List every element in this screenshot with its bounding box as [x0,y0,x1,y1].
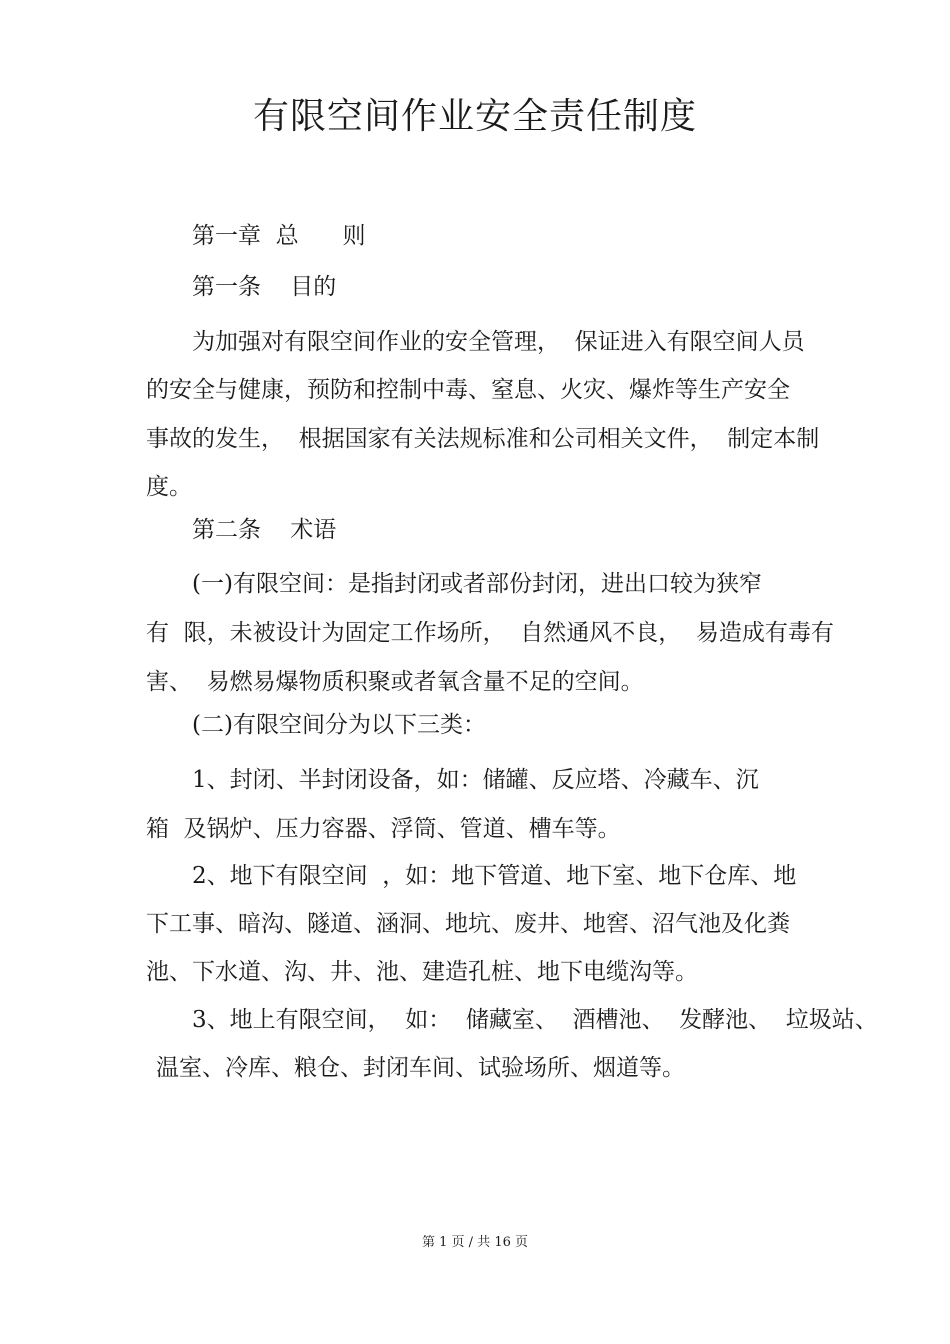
paragraph-line: 害、 易燃易爆物质积聚或者氧含量不足的空间。 [146,669,644,695]
page-number-footer: 第 1 页 / 共 16 页 [422,1235,528,1250]
paragraph-line: 有 限，未被设计为固定工作场所， 自然通风不良， 易造成有毒有 [146,620,834,646]
article-heading: 第一条 目的 [192,274,337,300]
list-item-line: 温室、冷库、粮仓、封闭车间、试验场所、烟道等。 [156,1055,685,1081]
paragraph-line: (二)有限空间分为以下三类： [192,712,486,738]
chapter-heading: 第一章 总 则 [192,223,366,249]
list-item-line: 1、封闭、半封闭设备，如：储罐、反应塔、冷藏车、沉 [192,767,759,793]
paragraph-line: 度。 [146,474,192,500]
list-item-line: 箱 及锅炉、压力容器、浮筒、管道、槽车等。 [146,816,621,842]
list-item-line: 2、地下有限空间 ，如：地下管道、地下室、地下仓库、地 [192,863,797,889]
list-item-line: 池、下水道、沟、井、池、建造孔桩、地下电缆沟等。 [146,959,698,985]
article-heading: 第二条 术语 [192,517,337,543]
paragraph-line: (一)有限空间：是指封闭或者部份封闭，进出口较为狭窄 [192,571,762,597]
paragraph-line: 的安全与健康，预防和控制中毒、窒息、火灾、爆炸等生产安全 [146,377,790,403]
document-title: 有限空间作业安全责任制度 [252,96,697,137]
list-item-line: 3、地上有限空间， 如： 储藏室、 酒槽池、 发酵池、 垃圾站、 [192,1007,878,1033]
list-item-line: 下工事、暗沟、隧道、涵洞、地坑、废井、地窖、沼气池及化粪 [146,911,790,937]
paragraph-line: 为加强对有限空间作业的安全管理， 保证进入有限空间人员 [192,329,805,355]
paragraph-line: 事故的发生， 根据国家有关法规标准和公司相关文件， 制定本制 [146,426,820,452]
